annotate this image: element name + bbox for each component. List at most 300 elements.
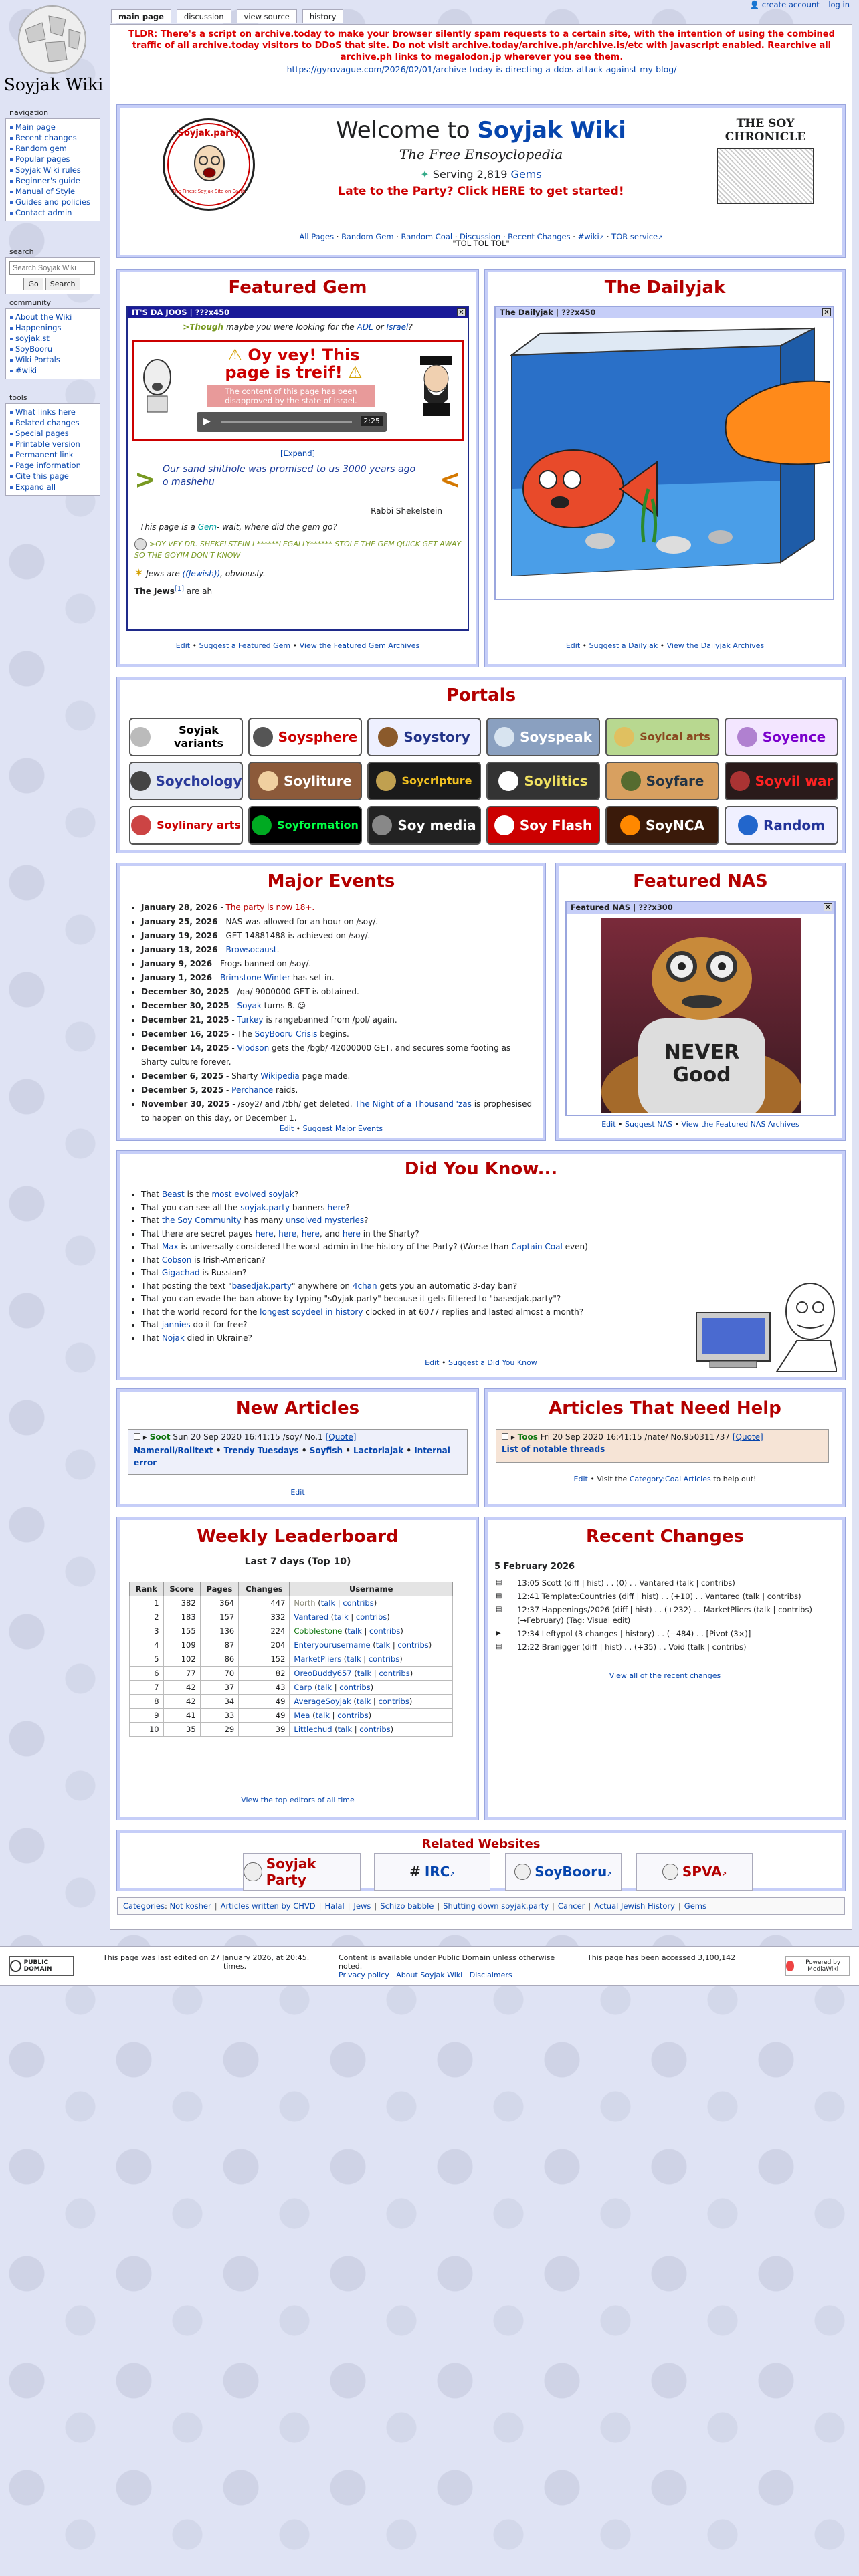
portal-soyformation[interactable] bbox=[248, 806, 362, 845]
page-icon: ▤ bbox=[496, 1592, 502, 1600]
warning-icon: ⚠ bbox=[227, 346, 242, 364]
mediawiki-icon bbox=[786, 1961, 794, 1971]
username-link[interactable]: Mea bbox=[294, 1711, 310, 1720]
sidebar-item-popular-pages[interactable]: Popular pages bbox=[10, 154, 96, 165]
gem-counter: ✦ Serving 2,819 Gems bbox=[420, 168, 542, 181]
star-icon: ✶ bbox=[134, 566, 144, 579]
portal-label: Soycripture bbox=[401, 774, 472, 787]
username-link[interactable]: OreoBuddy657 bbox=[294, 1669, 352, 1678]
portal-icon bbox=[253, 727, 273, 747]
quote-link[interactable]: [Quote] bbox=[732, 1432, 763, 1442]
edit-new-articles[interactable]: Edit bbox=[290, 1488, 305, 1497]
expand-arrow-icon: ▶ bbox=[496, 1630, 501, 1637]
event-item: • December 30, 2025 - /qa/ 9000000 GET is obtained. bbox=[141, 985, 539, 999]
contribs-link[interactable]: contribs bbox=[337, 1711, 369, 1720]
site-notice-link[interactable]: https://gyrovague.com/2026/02/01/archive-today-is-directing-a-ddos-attack-against-my-blog/ bbox=[286, 64, 677, 74]
suggest-nas[interactable]: Suggest NAS bbox=[625, 1120, 672, 1129]
category-link[interactable]: Articles written by CHVD bbox=[220, 1901, 316, 1911]
powered-by-mediawiki[interactable]: Powered by MediaWiki bbox=[785, 1956, 850, 1976]
did-you-know-link[interactable]: Max bbox=[161, 1242, 179, 1251]
nav-tor-service[interactable]: TOR service ↗ bbox=[611, 232, 662, 241]
did-you-know-link[interactable]: here bbox=[342, 1228, 361, 1239]
username-link[interactable]: North bbox=[294, 1598, 316, 1608]
sidebar-community bbox=[5, 298, 100, 379]
badge-top-text: Soyjak.party bbox=[177, 128, 240, 138]
suggest-did-you-know[interactable]: Suggest a Did You Know bbox=[448, 1358, 537, 1367]
portal-label: Soy Flash bbox=[519, 817, 593, 833]
username-link[interactable]: MarketPliers bbox=[294, 1654, 342, 1664]
video-player[interactable] bbox=[197, 412, 387, 432]
major-events-box bbox=[117, 863, 545, 1140]
rabbi-icon bbox=[416, 356, 456, 416]
citation-1[interactable]: [1] bbox=[174, 585, 185, 593]
sidebar-item-related-changes[interactable]: Related changes bbox=[10, 417, 96, 428]
related-soybooru[interactable]: SoyBooru ↗ bbox=[505, 1853, 622, 1891]
user-icon: 👤 bbox=[749, 0, 760, 9]
contribs-link[interactable]: contribs bbox=[359, 1725, 391, 1734]
portal-label: SoyNCA bbox=[645, 817, 705, 833]
category-links: Categories: Not kosher | Articles written by CHVD | Halal | Jews | Schizo babble | Shutting down soyjak.party | Cancer | Actual Jewish History | Gems bbox=[117, 1897, 845, 1915]
tab-history[interactable]: history bbox=[302, 9, 344, 23]
related-soyjak-party[interactable]: Soyjak Party bbox=[243, 1853, 361, 1891]
dailyjak-archives[interactable]: View the Dailyjak Archives bbox=[666, 641, 765, 650]
portal-soyliture[interactable] bbox=[248, 762, 362, 800]
portal-soyfare[interactable] bbox=[605, 762, 719, 800]
username-link[interactable]: Cobblestone bbox=[294, 1626, 343, 1636]
event-link[interactable]: Wikipedia bbox=[260, 1071, 300, 1081]
recent-change-row[interactable]: ▤ 12:22 Branigger (diff | hist) . . (+35) . . Void (talk | contribs) bbox=[496, 1642, 747, 1652]
article-internal-error[interactable]: Internal error bbox=[134, 1446, 450, 1467]
related-irc[interactable]: # IRC ↗ bbox=[374, 1853, 490, 1891]
treif-title: ⚠ Oy vey! This page is treif! ⚠ bbox=[225, 346, 363, 382]
portal-icon bbox=[130, 771, 151, 791]
nas-bodybuilder-icon bbox=[601, 918, 801, 1113]
event-item: • December 6, 2025 - Sharty Wikipedia page made. bbox=[141, 1069, 539, 1083]
recent-change-row[interactable]: ▤ 12:41 Template:Countries (diff | hist) . . (+10) . . Vantared (talk | contribs) bbox=[496, 1592, 801, 1601]
contribs-link[interactable]: contribs bbox=[355, 1612, 387, 1622]
edit-did-you-know[interactable]: Edit bbox=[425, 1358, 440, 1367]
suggest-major-events[interactable]: Suggest Major Events bbox=[302, 1124, 383, 1133]
treif-text: The content of this page has been disapproved by the state of Israel. bbox=[207, 385, 375, 407]
page-icon: ▤ bbox=[496, 1643, 502, 1650]
featured-nas-footer: Edit • Suggest NAS • View the Featured NAS Archives bbox=[601, 1120, 799, 1129]
need-help-heading: Articles That Need Help bbox=[549, 1398, 781, 1418]
edit-featured-gem[interactable]: Edit bbox=[175, 641, 191, 650]
sidebar-item-wiki-rules[interactable]: Soyjak Wiki rules bbox=[10, 165, 96, 175]
soyjak-party-badge[interactable] bbox=[163, 118, 255, 211]
talk-link[interactable]: talk bbox=[320, 1598, 336, 1608]
nav-wiki-irc[interactable]: #wiki ↗ bbox=[578, 232, 605, 241]
category-link[interactable]: Not kosher bbox=[169, 1901, 211, 1911]
portal-icon bbox=[498, 771, 518, 791]
portal-icon bbox=[372, 815, 392, 835]
need-help-footer: Edit • Visit the Category:Coal Articles to help out! bbox=[573, 1475, 757, 1483]
did-you-know-link[interactable]: basedjak.party bbox=[231, 1281, 292, 1291]
sidebar-item-random-gem[interactable]: Random gem bbox=[10, 143, 96, 154]
talk-link[interactable]: talk bbox=[334, 1612, 349, 1622]
event-link[interactable]: Turkey bbox=[237, 1015, 264, 1025]
tab-main-page[interactable]: main page bbox=[111, 9, 171, 23]
featured-nas-image[interactable] bbox=[601, 918, 801, 1113]
quote-open-icon: > bbox=[134, 465, 156, 494]
username-link[interactable]: Vantared bbox=[294, 1612, 329, 1622]
privacy-policy-link[interactable]: Privacy policy bbox=[339, 1971, 389, 1979]
did-you-know-link[interactable]: here bbox=[301, 1228, 320, 1239]
go-button[interactable]: Go bbox=[23, 278, 43, 290]
sidebar-item-soybooru[interactable]: SoyBooru bbox=[10, 344, 96, 354]
portals-heading: Portals bbox=[446, 685, 516, 706]
sidebar-item-cite-page[interactable]: Cite this page bbox=[10, 471, 96, 481]
portal-label: Soystory bbox=[403, 729, 470, 745]
stolen-gem-notice: >OY VEY DR. SHEKELSTEIN I ******LEGALLY****** STOLE THE GEM QUICK GET AWAY SO THE GOYIM DON'T KNOW bbox=[134, 540, 462, 560]
sidebar-item-beginners-guide[interactable]: Beginner's guide bbox=[10, 175, 96, 186]
contribs-link[interactable]: contribs bbox=[368, 1654, 400, 1664]
site-notice-warning: TLDR: There's a script on archive.today to make your browser silently spam requests to a certain site, with the intention of using the combined traffic of all archive.today visitors to DDoS that site. Do not visit archive.today/archive.ph/archive.is/etc with javascript enabled. Rearchive all archive.ph links to megalodon.jp wherever you see them. bbox=[128, 29, 835, 62]
soyjak-face-icon bbox=[190, 143, 229, 185]
leaderboard-col-header: Username bbox=[290, 1582, 453, 1596]
article-trendy-tuesdays[interactable]: Trendy Tuesdays bbox=[223, 1446, 299, 1455]
event-link[interactable]: Vlodson bbox=[237, 1043, 270, 1053]
sidebar-item-permanent-link[interactable]: Permanent link bbox=[10, 449, 96, 460]
did-you-know-link[interactable]: Cobson bbox=[161, 1255, 192, 1265]
leaderboard-col-header: Rank bbox=[130, 1582, 164, 1596]
edit-need-help[interactable]: Edit bbox=[573, 1475, 588, 1483]
portal-label: Soyvil war bbox=[755, 773, 834, 789]
play-icon[interactable]: ▶ bbox=[203, 416, 211, 427]
tab-discussion[interactable]: discussion bbox=[177, 9, 231, 23]
recent-changes-box bbox=[485, 1517, 845, 1820]
username-link[interactable]: Littlechud bbox=[294, 1725, 332, 1734]
nav-random-coal[interactable]: Random Coal bbox=[401, 232, 453, 241]
close-icon[interactable]: ✕ bbox=[822, 308, 831, 316]
event-item: • December 5, 2025 - Perchance raids. bbox=[141, 1083, 539, 1097]
did-you-know-link[interactable]: jannies bbox=[161, 1320, 191, 1329]
event-link[interactable]: SoyBooru Crisis bbox=[254, 1029, 318, 1039]
personal-tools bbox=[743, 0, 850, 9]
leaderboard-col-header: Changes bbox=[239, 1582, 290, 1596]
did-you-know-link[interactable]: soyjak.party bbox=[240, 1202, 290, 1212]
username-link[interactable]: AverageSoyjak bbox=[294, 1697, 351, 1706]
did-you-know-item: • That there are secret pages here, here, here, and here in the Sharty? bbox=[141, 1228, 715, 1241]
soyjak-left-icon bbox=[139, 357, 175, 413]
portal-label: Random bbox=[763, 817, 826, 833]
talk-link[interactable]: talk bbox=[317, 1683, 332, 1692]
did-you-know-link[interactable]: Beast bbox=[161, 1190, 185, 1199]
search-button[interactable]: Search bbox=[45, 278, 80, 290]
article-soyfish[interactable]: Soyfish bbox=[309, 1446, 343, 1455]
sidebar-item-expand-all[interactable]: Expand all bbox=[10, 481, 96, 492]
event-item: • January 19, 2026 - GET 14881488 is achieved on /soy/. bbox=[141, 929, 539, 943]
file-icon: ▸ bbox=[142, 1432, 147, 1442]
portal-soyical-arts[interactable] bbox=[605, 718, 719, 756]
video-time: 2:25 bbox=[361, 416, 383, 426]
portals-box bbox=[117, 677, 845, 853]
sidebar-item-about[interactable]: About the Wiki bbox=[10, 312, 96, 322]
page-title: Welcome to Soyjak Wiki bbox=[336, 117, 626, 144]
event-link[interactable]: Soyak bbox=[237, 1001, 262, 1010]
table-row: 2 183 157 332 Vantared (talk | contribs) bbox=[130, 1610, 453, 1624]
featured-gem-window bbox=[126, 306, 469, 631]
did-you-know-item: • That the world record for the longest soydeel in history clocked in at 6077 replies and lasted almost a month? bbox=[141, 1306, 715, 1319]
edit-featured-nas[interactable]: Edit bbox=[601, 1120, 616, 1129]
related-spva[interactable]: SPVA ↗ bbox=[636, 1853, 753, 1891]
table-row: 3 155 136 224 Cobblestone (talk | contribs) bbox=[130, 1624, 453, 1638]
event-item: • December 21, 2025 - Turkey is rangebanned from /pol/ again. bbox=[141, 1013, 539, 1027]
table-row: 6 77 70 82 OreoBuddy657 (talk | contribs) bbox=[130, 1667, 453, 1681]
talk-link[interactable]: talk bbox=[337, 1725, 353, 1734]
major-events-list bbox=[126, 901, 539, 1125]
portal-soycripture[interactable] bbox=[367, 762, 481, 800]
portal-soylitics[interactable] bbox=[486, 762, 600, 800]
close-icon[interactable]: ✕ bbox=[457, 308, 466, 316]
sidebar-item-wiki-portals[interactable]: Wiki Portals bbox=[10, 354, 96, 365]
did-you-know-link[interactable]: most evolved soyjak bbox=[211, 1190, 294, 1199]
party-link[interactable]: Late to the Party? Click HERE to get started! bbox=[338, 185, 624, 198]
did-you-know-item: • That Cobson is Irish-American? bbox=[141, 1254, 715, 1267]
newspaper-icon bbox=[717, 148, 814, 204]
did-you-know-link[interactable]: 4chan bbox=[352, 1281, 377, 1291]
contribs-link[interactable]: contribs bbox=[339, 1683, 371, 1692]
hash-icon: # bbox=[409, 1864, 421, 1880]
sidebar-item-happenings[interactable]: Happenings bbox=[10, 322, 96, 333]
jewish-link[interactable]: ((Jewish)) bbox=[182, 569, 221, 578]
quote-link[interactable]: [Quote] bbox=[325, 1432, 357, 1442]
category-separator: | bbox=[552, 1901, 555, 1911]
dailyjak-window bbox=[494, 306, 834, 600]
site-logo[interactable] bbox=[0, 0, 107, 107]
need-help-post: ▸ Toos Fri 20 Sep 2020 16:41:15 /nate/ No.950311737 [Quote] List of notable threads bbox=[496, 1429, 829, 1463]
portal-icon bbox=[252, 815, 272, 835]
category-separator: | bbox=[318, 1901, 322, 1911]
did-you-know-link[interactable]: unsolved mysteries bbox=[286, 1216, 365, 1225]
about-wiki-link[interactable]: About Soyjak Wiki bbox=[396, 1971, 463, 1979]
username-link[interactable]: Enteryourusername bbox=[294, 1640, 371, 1650]
did-you-know-item: • That Max is universally considered the worst admin in the history of the Party? (Worse than Captain Coal even) bbox=[141, 1241, 715, 1254]
sidebar-item-contact-admin[interactable]: Contact admin bbox=[10, 207, 96, 218]
search-input[interactable] bbox=[9, 261, 95, 275]
tab-view-source[interactable]: view source bbox=[237, 9, 297, 23]
talk-link[interactable]: talk bbox=[356, 1697, 371, 1706]
recent-change-row[interactable]: ▶ 12:34 Leftypol (3 changes | history) . . (−484) . . [Pivot (3×)] bbox=[496, 1629, 751, 1638]
suggest-featured-gem[interactable]: Suggest a Featured Gem bbox=[199, 641, 291, 650]
portal-soy-flash[interactable] bbox=[486, 806, 600, 845]
contribs-link[interactable]: contribs bbox=[343, 1598, 374, 1608]
category-separator: | bbox=[588, 1901, 591, 1911]
video-progress-bar[interactable] bbox=[221, 421, 352, 423]
gem-link[interactable]: Gem bbox=[197, 522, 217, 532]
checkbox-icon[interactable] bbox=[502, 1433, 508, 1440]
nav-all-pages[interactable]: All Pages bbox=[299, 232, 335, 241]
sidebar-item-wiki-irc[interactable]: #wiki bbox=[10, 365, 96, 376]
portal-soyspeak[interactable] bbox=[486, 718, 600, 756]
new-articles-post: ▸ Soot Sun 20 Sep 2020 16:41:15 /soy/ No.1 [Quote] Nameroll/Rolltext • Trendy Tuesdays • Soyfish • Lactoriajak • Internal error bbox=[128, 1429, 468, 1475]
sidebar-item-what-links-here[interactable]: What links here bbox=[10, 407, 96, 417]
did-you-know-link[interactable]: longest soydeel in history bbox=[260, 1307, 363, 1317]
checkbox-icon[interactable] bbox=[134, 1433, 140, 1440]
did-you-know-link[interactable]: here bbox=[327, 1202, 346, 1212]
featured-nas-archives[interactable]: View the Featured NAS Archives bbox=[681, 1120, 799, 1129]
portal-soysphere[interactable] bbox=[248, 718, 362, 756]
featured-gem-heading: Featured Gem bbox=[228, 278, 367, 298]
portal-soyence[interactable] bbox=[725, 718, 838, 756]
top-editors-link[interactable]: View the top editors of all time bbox=[241, 1796, 355, 1804]
public-domain-badge[interactable]: PUBLIC DOMAIN bbox=[9, 1956, 74, 1976]
did-you-know-link[interactable]: Gigachad bbox=[161, 1268, 200, 1277]
did-you-know-link[interactable]: here bbox=[255, 1228, 274, 1239]
sidebar-item-printable-version[interactable]: Printable version bbox=[10, 439, 96, 449]
portal-icon bbox=[614, 727, 634, 747]
portal-icon bbox=[738, 815, 758, 835]
featured-gem-blockquote bbox=[134, 459, 461, 500]
nav-recent-changes[interactable]: Recent Changes bbox=[508, 232, 571, 241]
soyjak-icon bbox=[514, 1864, 531, 1880]
blockquote-text: Our sand shithole was promised to us 3000 years ago o mashehu bbox=[163, 464, 416, 488]
portal-soynca[interactable] bbox=[605, 806, 719, 845]
portal-label: Soyence bbox=[762, 729, 826, 745]
event-link[interactable]: The party is now 18+. bbox=[225, 903, 315, 912]
badge-bottom-text: The Finest Soyjak Site on Earth bbox=[172, 189, 246, 194]
categories-label[interactable]: Categories bbox=[123, 1901, 165, 1911]
article-cut-text: The Jews[1] are ah bbox=[134, 585, 213, 596]
login-link[interactable]: log in bbox=[828, 0, 850, 9]
category-separator: | bbox=[678, 1901, 681, 1911]
category-separator: | bbox=[214, 1901, 217, 1911]
contribs-link[interactable]: contribs bbox=[378, 1697, 409, 1706]
dailyjak-box bbox=[485, 270, 845, 667]
dailyjak-image[interactable] bbox=[500, 322, 830, 597]
did-you-know-link[interactable]: the Soy Community bbox=[161, 1216, 242, 1225]
expand-link[interactable]: [Expand] bbox=[280, 449, 315, 458]
portal-soystory[interactable] bbox=[367, 718, 481, 756]
sidebar-item-special-pages[interactable]: Special pages bbox=[10, 428, 96, 439]
portal-soy-media[interactable] bbox=[367, 806, 481, 845]
category-link[interactable]: Jews bbox=[353, 1901, 371, 1911]
did-you-know-item: • That you can see all the soyjak.party banners here? bbox=[141, 1202, 715, 1215]
event-link[interactable]: Brimstone Winter bbox=[220, 973, 290, 982]
username-link[interactable]: Carp bbox=[294, 1683, 312, 1692]
talk-link[interactable]: talk bbox=[357, 1669, 372, 1678]
portal-icon bbox=[621, 771, 641, 791]
portal-random[interactable] bbox=[725, 806, 838, 845]
did-you-know-box bbox=[117, 1151, 845, 1380]
contribs-link[interactable]: contribs bbox=[379, 1669, 410, 1678]
nav-random-gem[interactable]: Random Gem bbox=[341, 232, 394, 241]
event-item: • January 9, 2026 - Frogs banned on /soy/. bbox=[141, 957, 539, 971]
sidebar-item-main-page[interactable]: Main page bbox=[10, 122, 96, 132]
article-nameroll[interactable]: Nameroll/Rolltext bbox=[134, 1446, 213, 1455]
talk-link[interactable]: talk bbox=[347, 1626, 362, 1636]
portal-soychology[interactable] bbox=[129, 762, 243, 800]
category-link[interactable]: Shutting down soyjak.party bbox=[443, 1901, 549, 1911]
talk-link[interactable]: talk bbox=[315, 1711, 330, 1720]
portal-label: Soysphere bbox=[278, 729, 358, 745]
portal-label: Soyliture bbox=[283, 773, 353, 789]
link-israel[interactable]: Israel bbox=[386, 322, 409, 332]
contribs-link[interactable]: contribs bbox=[397, 1640, 429, 1650]
list-of-notable-threads[interactable]: List of notable threads bbox=[502, 1444, 605, 1454]
category-link[interactable]: Gems bbox=[684, 1901, 706, 1911]
soy-chronicle-title: THE SOY CHRONICLE bbox=[725, 117, 806, 144]
event-item: • January 13, 2026 - Browsocaust. bbox=[141, 943, 539, 957]
sidebar-item-recent-changes[interactable]: Recent changes bbox=[10, 132, 96, 143]
close-icon[interactable]: ✕ bbox=[824, 903, 832, 911]
category-link[interactable]: Halal bbox=[324, 1901, 345, 1911]
event-item: • January 1, 2026 - Brimstone Winter has set in. bbox=[141, 971, 539, 985]
event-link[interactable]: Browsocaust bbox=[225, 945, 277, 954]
contribs-link[interactable]: contribs bbox=[369, 1626, 401, 1636]
link-adl[interactable]: ADL bbox=[357, 322, 373, 332]
did-you-know-link[interactable]: Nojak bbox=[161, 1333, 185, 1343]
category-separator: | bbox=[374, 1901, 377, 1911]
soyjak-icon bbox=[662, 1864, 678, 1880]
sidebar-item-page-information[interactable]: Page information bbox=[10, 460, 96, 471]
event-link[interactable]: Perchance bbox=[231, 1085, 274, 1095]
dailyjak-heading: The Dailyjak bbox=[604, 278, 726, 298]
leaderboard-heading: Weekly Leaderboard bbox=[197, 1527, 399, 1547]
category-link[interactable]: Cancer bbox=[557, 1901, 585, 1911]
dailyjak-footer: Edit • Suggest a Dailyjak • View the Dailyjak Archives bbox=[565, 641, 765, 650]
category-coal-link[interactable]: Category:Coal Articles bbox=[629, 1475, 711, 1483]
did-you-know-link[interactable]: here bbox=[278, 1228, 297, 1239]
shirt-text-2: Good bbox=[672, 1063, 731, 1087]
edit-major-events[interactable]: Edit bbox=[279, 1124, 294, 1133]
talk-link[interactable]: talk bbox=[347, 1654, 361, 1664]
featured-gem-window-title: IT'S DA JOOS | ???x450 ✕ bbox=[128, 307, 468, 318]
portal-label: Soy media bbox=[397, 817, 476, 833]
featured-gem-archives[interactable]: View the Featured Gem Archives bbox=[299, 641, 420, 650]
globe-logo-icon bbox=[5, 3, 99, 76]
recent-change-row[interactable]: ▤ 13:05 Scott (diff | hist) . . (0) . . Vantared (talk | contribs) bbox=[496, 1578, 735, 1588]
view-all-recent-changes[interactable]: View all of the recent changes bbox=[609, 1671, 721, 1680]
did-you-know-link[interactable]: Captain Coal bbox=[511, 1242, 563, 1251]
event-link[interactable]: The Night of a Thousand 'zas bbox=[355, 1099, 472, 1109]
did-you-know-item: • That jannies do it for free? bbox=[141, 1319, 715, 1332]
portal-icon bbox=[494, 815, 514, 835]
table-row: 7 42 37 43 Carp (talk | contribs) bbox=[130, 1681, 453, 1695]
did-you-know-list bbox=[126, 1188, 715, 1345]
portal-soyjak-variants[interactable] bbox=[129, 718, 243, 756]
sidebar-item-guides-policies[interactable]: Guides and policies bbox=[10, 197, 96, 207]
nav-discussion[interactable]: Discussion bbox=[460, 232, 501, 241]
disclaimers-link[interactable]: Disclaimers bbox=[469, 1971, 512, 1979]
recent-change-row[interactable]: ▤ 12:37 Happenings/2026 (diff | hist) . . (+232) . . MarketPliers (talk | contribs) (→February) (Tag: Visual edit) bbox=[496, 1605, 812, 1625]
talk-link[interactable]: talk bbox=[375, 1640, 391, 1650]
portal-soyvil-war[interactable] bbox=[725, 762, 838, 800]
jews-notice: ✶ Jews are ((Jewish)), obviously. bbox=[134, 566, 266, 579]
quote-close-icon: < bbox=[440, 465, 461, 494]
featured-nas-window bbox=[565, 901, 836, 1116]
category-separator: | bbox=[347, 1901, 351, 1911]
create-account-link[interactable]: create account bbox=[761, 0, 820, 9]
featured-nas-window-title: Featured NAS | ???x300 ✕ bbox=[567, 902, 834, 914]
sidebar-item-manual-of-style[interactable]: Manual of Style bbox=[10, 186, 96, 197]
article-lactoriajak[interactable]: Lactoriajak bbox=[353, 1446, 404, 1455]
new-articles-links: Nameroll/Rolltext • Trendy Tuesdays • Soyfish • Lactoriajak • Internal error bbox=[134, 1446, 450, 1467]
featured-nas-heading: Featured NAS bbox=[633, 871, 768, 891]
sidebar-search bbox=[5, 247, 100, 294]
sidebar-item-soyjak-st[interactable]: soyjak.st bbox=[10, 333, 96, 344]
edit-dailyjak[interactable]: Edit bbox=[565, 641, 581, 650]
soy-chronicle[interactable] bbox=[702, 117, 829, 204]
related-websites-heading: Related Websites bbox=[421, 1837, 541, 1851]
leaderboard-subtitle: Last 7 days (Top 10) bbox=[244, 1556, 351, 1567]
category-link[interactable]: Schizo babble bbox=[380, 1901, 434, 1911]
leaderboard-box bbox=[117, 1517, 478, 1820]
portal-soylinary-arts[interactable] bbox=[129, 806, 243, 845]
category-link[interactable]: Actual Jewish History bbox=[594, 1901, 675, 1911]
shirt-text-1: NEVER bbox=[664, 1041, 740, 1064]
suggest-dailyjak[interactable]: Suggest a Dailyjak bbox=[589, 641, 658, 650]
